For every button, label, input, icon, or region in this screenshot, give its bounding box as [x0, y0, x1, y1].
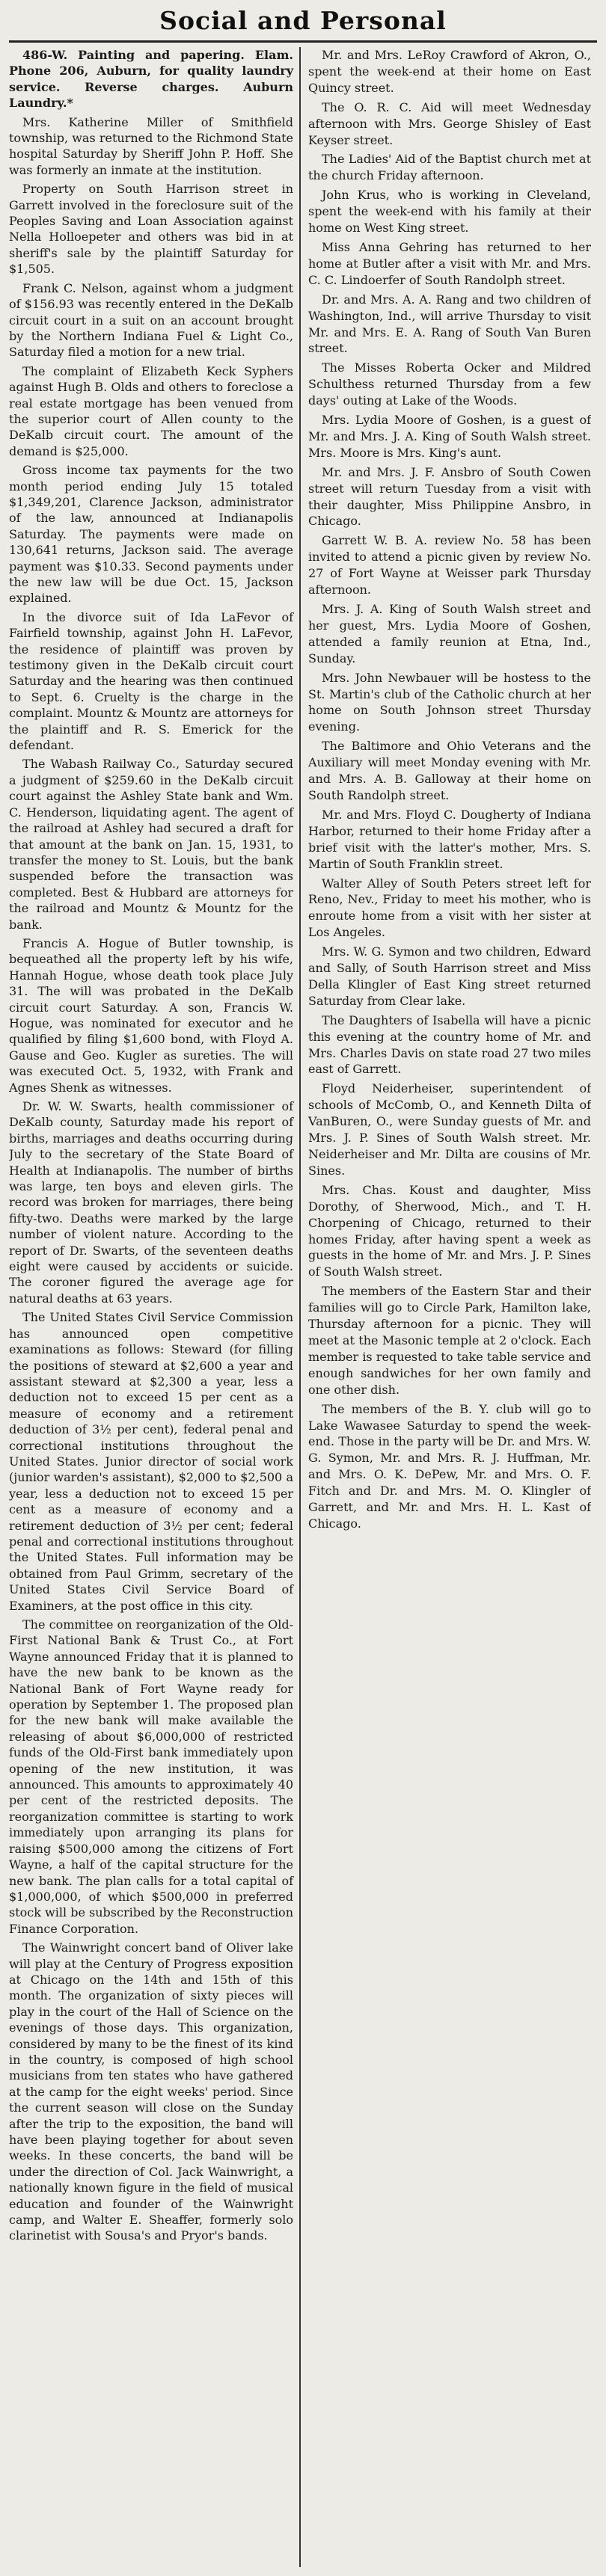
news-item: The Misses Roberta Ocker and Mildred Schulthess returned Thursday from a few days' outing at Lake of the Woods. — [308, 360, 591, 408]
news-item: In the divorce suit of Ida LaFevor of Fairfield township, against John H. LaFevor, the residence of plaintiff was proven by testimony given in the DeKalb circuit court Saturday and the hearing was then continued to Sept. 6. Cruelty is the charge in the complaint. Mountz & Mountz are attorneys for the plaintiff and R. S. Emerick for the defendant. — [9, 609, 293, 753]
news-item: Mrs. Chas. Koust and daughter, Miss Dorothy, of Sherwood, Mich., and T. H. Chorpening of Chicago, returned to their homes Friday, after having spent a week as guests in the home of Mr. and Mrs. J. P. Sines of South Walsh street. — [308, 1182, 591, 1279]
news-item: Mr. and Mrs. J. F. Ansbro of South Cowen street will return Tuesday from a visit with their daughter, Miss Philippine Ansbro, in Chicago. — [308, 464, 591, 529]
news-item: Walter Alley of South Peters street left for Reno, Nev., Friday to meet his mother, who is enroute home from a visit with her sister at Los Angeles. — [308, 876, 591, 940]
news-item: Gross income tax payments for the two month period ending July 15 totaled $1,349,201, Clarence Jackson, administrator of the law, announced at Indianapolis Saturday. The payments were made on 130,641 returns, Jackson said. The average payment was $10.33. Second payments under the new law will be due Oct. 15, Jackson explained. — [9, 463, 293, 606]
news-item: 486-W. Painting and papering. Elam. Phone 206, Auburn, for quality laundry service. Reverse charges. Auburn Laundry.* — [9, 48, 293, 111]
news-item: Miss Anna Gehring has returned to her home at Butler after a visit with Mr. and Mrs. C. C. Lindoerfer of South Randolph street. — [308, 239, 591, 287]
news-item: The Daughters of Isabella will have a picnic this evening at the country home of Mr. and Mrs. Charles Davis on state road 27 two miles east of Garrett. — [308, 1012, 591, 1077]
news-item: Garrett W. B. A. review No. 58 has been invited to attend a picnic given by review No. 27 of Fort Wayne at Weisser park Thursday afternoon. — [308, 533, 591, 597]
news-item: The Wainwright concert band of Oliver lake will play at the Century of Progress exposition at Chicago on the 14th and 15th of this month. The organization of sixty pieces will play in the court of the Hall of Science on the evenings of those days. This organization, considered by many to be the finest of its kind in the country, is composed of high school musicians from ten states who have gathered at the camp for the eight weeks' period. Since the current season will close on the Sunday after the trip to the exposition, the band will have been playing together for about seven weeks. In these concerts, the band will be under the direction of Col. Jack Wainwright, a nationally known figure in the field of musical education and founder of the Wainwright camp, and Walter E. Sheaffer, formerly solo clarinetist with Sousa's and Pryor's bands. — [9, 1940, 293, 2243]
news-item: Mr. and Mrs. Floyd C. Dougherty of Indiana Harbor, returned to their home Friday after a brief visit with the latter's mother, Mrs. S. Martin of South Franklin street. — [308, 807, 591, 871]
right-column — [301, 47, 591, 2567]
news-item: Property on South Harrison street in Garrett involved in the foreclosure suit of the Peoples Saving and Loan Association against Nella Holloepeter and others was bid in at sheriff's sale by the plaintiff Saturday for $1,505. — [9, 182, 293, 277]
news-item: Mrs. John Newbauer will be hostess to the St. Martin's club of the Catholic church at her home on South Johnson street Thursday evening. — [308, 670, 591, 734]
news-item: The members of the Eastern Star and their families will go to Circle Park, Hamilton lake, Thursday afternoon for a picnic. They will meet at the Masonic temple at 2 o'clock. Each member is requested to take table service and enough sandwiches for her own family and one other dish. — [308, 1284, 591, 1397]
news-item: The Ladies' Aid of the Baptist church met at the church Friday afternoon. — [308, 152, 591, 183]
news-item: The complaint of Elizabeth Keck Syphers against Hugh B. Olds and others to foreclose a real estate mortgage has been venued from the superior court of Allen county to the DeKalb circuit court. The amount of the demand is $25,000. — [9, 363, 293, 458]
news-item: The members of the B. Y. club will go to Lake Wawasee Saturday to spend the week-end. Those in the party will be Dr. and Mrs. W. G. Symon, Mr. and Mrs. R. J. Huffman, Mr. and Mrs. O. K. DePew, Mr. and Mrs. O. F. Fitch and Dr. and Mrs. M. O. Klingler of Garrett, and Mr. and Mrs. H. L. Kast of Chicago. — [308, 1401, 591, 1531]
section-masthead — [9, 0, 597, 43]
news-item: The Wabash Railway Co., Saturday secured a judgment of $259.60 in the DeKalb circuit court against the Ashley State bank and Wm. C. Henderson, liquidating agent. The agent of the railroad at Ashley had secured a draft for that amount at the bank on Jan. 15, 1931, to transfer the money to St. Louis, but the bank suspended before the transaction was completed. Best & Hubbard are attorneys for the railroad and Mountz & Mountz for the bank. — [9, 757, 293, 932]
news-item: The United States Civil Service Commission has announced open competitive examinations as follows: Steward (for filling the positions of steward at $2,600 a year and assistant steward at $2,300 a year, less a deduction not to exceed 15 per cent as a measure of economy and a retirement deduction of 3½ per cent), federal penal and correctional institutions throughout the United States. Junior director of social work (junior warden's assistant), $2,000 to $2,500 a year, less a deduction not to exceed 15 per cent as a measure of economy and a retirement deduction of 3½ per cent; federal penal and correctional institutions throughout the United States. Full information may be obtained from Paul Grimm, secretary of the United States Civil Service Board of Examiners, at the post office in this city. — [9, 1310, 293, 1613]
news-item: John Krus, who is working in Cleveland, spent the week-end with his family at their home on West King street. — [308, 188, 591, 236]
news-item: Dr. W. W. Swarts, health commissioner of DeKalb county, Saturday made his report of births, marriages and deaths occurring during July to the secretary of the State Board of Health at Indianapolis. The number of births was large, ten boys and eleven girls. The record was broken for marriages, there being fifty-two. Deaths were marked by the large number of violent nature. According to the report of Dr. Swarts, of the seventeen deaths eight were caused by accidents or suicide. The coroner figured the average age for natural deaths at 63 years. — [9, 1099, 293, 1306]
section-title: Social and Personal — [159, 5, 447, 35]
news-item: The Baltimore and Ohio Veterans and the Auxiliary will meet Monday evening with Mr. and Mrs. A. B. Galloway at their home on South Randolph street. — [308, 739, 591, 802]
news-item: Mr. and Mrs. LeRoy Crawford of Akron, O., spent the week-end at their home on East Quincy street. — [308, 48, 591, 95]
news-item: Mrs. W. G. Symon and two children, Edward and Sally, of South Harrison street and Miss Della Klingler of East King street returned Saturday from Clear lake. — [308, 944, 591, 1008]
news-item: Francis A. Hogue of Butler township, is bequeathed all the property left by his wife, Hannah Hogue, whose death took place July 31. The will was probated in the DeKalb circuit court Saturday. A son, Francis W. Hogue, was nominated for executor and he qualified by filing $1,600 bond, with Floyd A. Gause and Geo. Kugler as sureties. The will was executed Oct. 5, 1932, with Frank and Agnes Shenk as witnesses. — [9, 935, 293, 1095]
news-item: Mrs. Katherine Miller of Smithfield township, was returned to the Richmond State hospital Saturday by Sheriff John P. Hoff. She was formerly an inmate at the institution. — [9, 114, 293, 177]
news-item: Mrs. J. A. King of South Walsh street and her guest, Mrs. Lydia Moore of Goshen, attended a family reunion at Etna, Ind., Sunday. — [308, 602, 591, 665]
article-columns — [9, 47, 597, 2567]
news-item: Frank C. Nelson, against whom a judgment of $156.93 was recently entered in the DeKalb circuit court in a suit on an account brought by the Northern Indiana Fuel & Light Co., Saturday filed a motion for a new trial. — [9, 280, 293, 360]
news-item: The O. R. C. Aid will meet Wednesday afternoon with Mrs. George Shisley of East Keyser street. — [308, 99, 591, 147]
news-item: Dr. and Mrs. A. A. Rang and two children of Washington, Ind., will arrive Thursday to visit Mr. and Mrs. E. A. Rang of South Van Buren street. — [308, 292, 591, 356]
news-item: Floyd Neiderheiser, superintendent of schools of McComb, O., and Kenneth Dilta of VanBuren, O., were Sunday guests of Mr. and Mrs. J. P. Sines of South Walsh street. Mr. Neiderheiser and Mr. Dilta are cousins of Mr. Sines. — [308, 1081, 591, 1178]
left-column — [9, 47, 299, 2567]
news-item: The committee on reorganization of the Old-First National Bank & Trust Co., at Fort Wayne announced Friday that it is planned to have the new bank to be known as the National Bank of Fort Wayne ready for operation by September 1. The proposed plan for the new bank will make available the releasing of about $6,000,000 of restricted funds of the Old-First bank immediately upon opening of the new institution, it was announced. This amounts to approximately 40 per cent of the restricted deposits. The reorganization committee is starting to work immediately upon arranging its plans for raising $500,000 among the citizens of Fort Wayne, a half of the capital structure for the new bank. The plan calls for a total capital of $1,000,000, of which $500,000 in preferred stock will be subscribed by the Reconstruction Finance Corporation. — [9, 1617, 293, 1936]
news-item: Mrs. Lydia Moore of Goshen, is a guest of Mr. and Mrs. J. A. King of South Walsh street. Mrs. Moore is Mrs. King's aunt. — [308, 413, 591, 460]
